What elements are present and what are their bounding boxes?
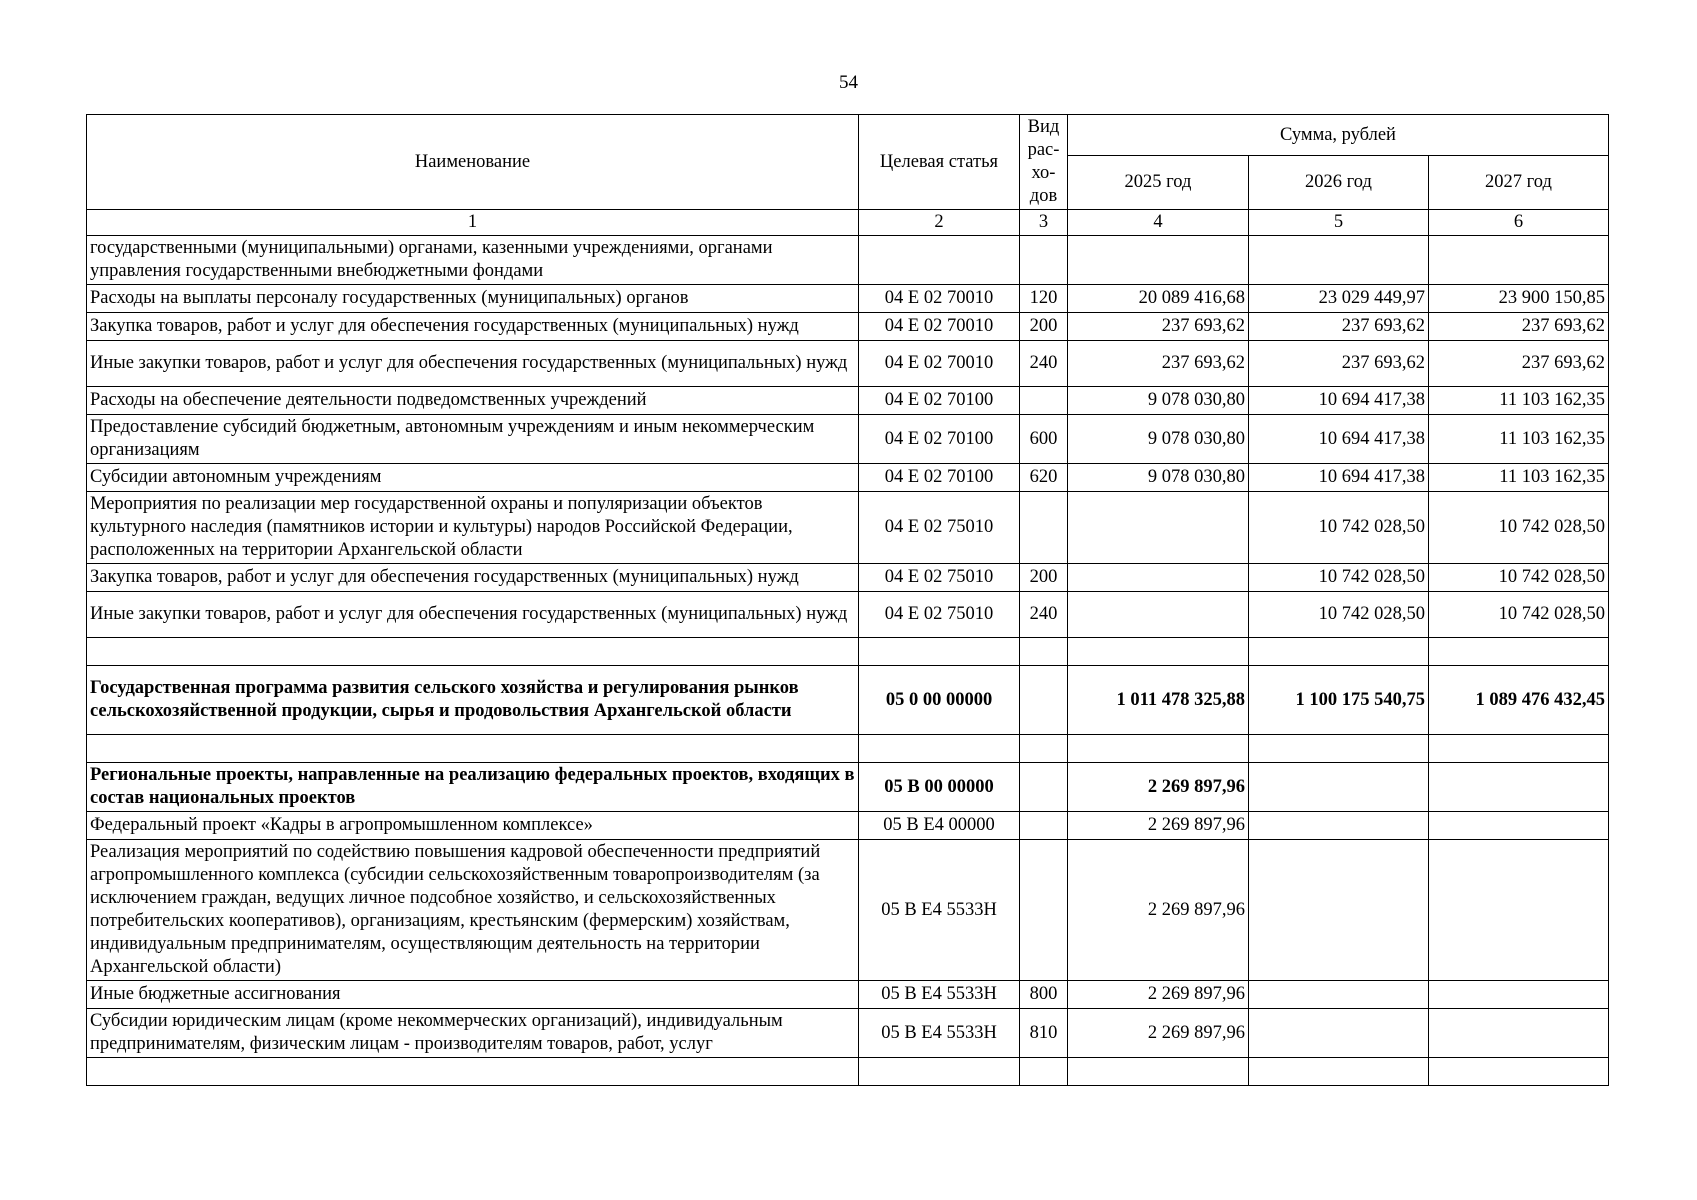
header-year-2027: 2027 год bbox=[1429, 156, 1609, 210]
row-amount-2027-cell bbox=[1429, 840, 1609, 981]
row-name-cell: Иные бюджетные ассигнования bbox=[87, 981, 859, 1009]
row-amount-2026-cell bbox=[1249, 1058, 1429, 1086]
row-name-cell: Иные закупки товаров, работ и услуг для обеспечения государственных (муниципальных) нужд bbox=[87, 341, 859, 387]
header-sum: Сумма, рублей bbox=[1068, 115, 1609, 156]
row-amount-2027-cell: 23 900 150,85 bbox=[1429, 285, 1609, 313]
table-row bbox=[87, 1058, 1609, 1086]
row-name-cell: Субсидии автономным учреждениям bbox=[87, 464, 859, 492]
row-amount-2027-cell: 1 089 476 432,45 bbox=[1429, 666, 1609, 735]
row-amount-2026-cell: 237 693,62 bbox=[1249, 341, 1429, 387]
row-vid-cell bbox=[1020, 666, 1068, 735]
table-row bbox=[87, 564, 1609, 592]
table-row bbox=[87, 492, 1609, 564]
header-target: Целевая статья bbox=[859, 115, 1020, 210]
row-amount-2027-cell bbox=[1429, 812, 1609, 840]
row-name-cell: Предоставление субсидий бюджетным, автономным учреждениям и иным некоммерческим организациям bbox=[87, 415, 859, 464]
row-amount-2025-cell: 9 078 030,80 bbox=[1068, 464, 1249, 492]
row-amount-2026-cell bbox=[1249, 763, 1429, 812]
table-row bbox=[87, 812, 1609, 840]
column-number: 1 bbox=[87, 210, 859, 236]
table-row bbox=[87, 1009, 1609, 1058]
row-code-cell: 04 Е 02 75010 bbox=[859, 564, 1020, 592]
row-vid-cell bbox=[1020, 763, 1068, 812]
row-amount-2025-cell: 2 269 897,96 bbox=[1068, 840, 1249, 981]
row-amount-2025-cell: 20 089 416,68 bbox=[1068, 285, 1249, 313]
row-amount-2026-cell: 10 742 028,50 bbox=[1249, 592, 1429, 638]
row-name-cell: Расходы на обеспечение деятельности подведомственных учреждений bbox=[87, 387, 859, 415]
row-vid-cell: 800 bbox=[1020, 981, 1068, 1009]
row-code-cell: 05 В Е4 5533Н bbox=[859, 981, 1020, 1009]
row-name-cell: Закупка товаров, работ и услуг для обеспечения государственных (муниципальных) нужд bbox=[87, 313, 859, 341]
table-row bbox=[87, 638, 1609, 666]
table-row bbox=[87, 464, 1609, 492]
row-vid-cell: 240 bbox=[1020, 592, 1068, 638]
row-name-cell: Субсидии юридическим лицам (кроме некоммерческих организаций), индивидуальным предпринимателям, физическим лицам - производителям товаров, работ, услуг bbox=[87, 1009, 859, 1058]
row-name-cell: государственными (муниципальными) органами, казенными учреждениями, органами управления государственными внебюджетными фондами bbox=[87, 236, 859, 285]
row-amount-2027-cell bbox=[1429, 763, 1609, 812]
row-code-cell: 05 В Е4 00000 bbox=[859, 812, 1020, 840]
row-code-cell: 04 Е 02 70010 bbox=[859, 285, 1020, 313]
row-code-cell: 04 Е 02 70010 bbox=[859, 313, 1020, 341]
row-amount-2026-cell: 10 742 028,50 bbox=[1249, 492, 1429, 564]
row-amount-2025-cell: 2 269 897,96 bbox=[1068, 763, 1249, 812]
row-amount-2025-cell bbox=[1068, 1058, 1249, 1086]
table-row bbox=[87, 592, 1609, 638]
row-amount-2027-cell bbox=[1429, 981, 1609, 1009]
row-amount-2025-cell bbox=[1068, 592, 1249, 638]
row-amount-2025-cell: 2 269 897,96 bbox=[1068, 812, 1249, 840]
row-name-cell: Федеральный проект «Кадры в агропромышленном комплексе» bbox=[87, 812, 859, 840]
row-amount-2025-cell: 9 078 030,80 bbox=[1068, 387, 1249, 415]
table-row bbox=[87, 840, 1609, 981]
row-vid-cell: 200 bbox=[1020, 564, 1068, 592]
row-amount-2026-cell bbox=[1249, 236, 1429, 285]
budget-table bbox=[86, 114, 1609, 1086]
row-amount-2025-cell: 237 693,62 bbox=[1068, 341, 1249, 387]
row-amount-2025-cell bbox=[1068, 564, 1249, 592]
row-amount-2027-cell: 237 693,62 bbox=[1429, 341, 1609, 387]
row-name-cell bbox=[87, 1058, 859, 1086]
table-row bbox=[87, 415, 1609, 464]
row-amount-2025-cell bbox=[1068, 492, 1249, 564]
row-code-cell: 04 Е 02 70100 bbox=[859, 464, 1020, 492]
row-amount-2025-cell: 2 269 897,96 bbox=[1068, 1009, 1249, 1058]
header-year-2025: 2025 год bbox=[1068, 156, 1249, 210]
row-amount-2026-cell: 10 694 417,38 bbox=[1249, 415, 1429, 464]
table-row bbox=[87, 666, 1609, 735]
column-number: 6 bbox=[1429, 210, 1609, 236]
row-code-cell bbox=[859, 735, 1020, 763]
row-code-cell: 04 Е 02 70010 bbox=[859, 341, 1020, 387]
row-name-cell: Иные закупки товаров, работ и услуг для обеспечения государственных (муниципальных) нужд bbox=[87, 592, 859, 638]
table-body bbox=[87, 236, 1609, 1086]
row-code-cell bbox=[859, 236, 1020, 285]
page-number: 54 bbox=[839, 72, 858, 93]
row-code-cell: 05 В Е4 5533Н bbox=[859, 840, 1020, 981]
row-name-cell: Закупка товаров, работ и услуг для обеспечения государственных (муниципальных) нужд bbox=[87, 564, 859, 592]
row-code-cell bbox=[859, 638, 1020, 666]
row-name-cell: Реализация мероприятий по содействию повышения кадровой обеспеченности предприятий агропромышленного комплекса (субсидии сельскохозяйственным товаропроизводителям (за исключением граждан, ведущих личное подсобное хозяйство, и сельскохозяйственных потребительских кооперативов), организациям, крестьянским (фермерским) хозяйствам, индивидуальным предпринимателям, осуществляющим деятельность на территории Архангельской области) bbox=[87, 840, 859, 981]
row-amount-2025-cell bbox=[1068, 236, 1249, 285]
row-amount-2027-cell: 11 103 162,35 bbox=[1429, 415, 1609, 464]
table-header bbox=[87, 115, 1609, 236]
row-code-cell: 05 0 00 00000 bbox=[859, 666, 1020, 735]
row-amount-2027-cell: 10 742 028,50 bbox=[1429, 492, 1609, 564]
table-row bbox=[87, 763, 1609, 812]
row-amount-2027-cell: 237 693,62 bbox=[1429, 313, 1609, 341]
row-code-cell: 04 Е 02 75010 bbox=[859, 492, 1020, 564]
row-vid-cell bbox=[1020, 735, 1068, 763]
row-vid-cell: 240 bbox=[1020, 341, 1068, 387]
table-row bbox=[87, 285, 1609, 313]
row-code-cell: 04 Е 02 70100 bbox=[859, 415, 1020, 464]
row-code-cell: 04 Е 02 75010 bbox=[859, 592, 1020, 638]
column-number: 4 bbox=[1068, 210, 1249, 236]
row-vid-cell bbox=[1020, 1058, 1068, 1086]
row-vid-cell: 600 bbox=[1020, 415, 1068, 464]
column-number-row bbox=[87, 210, 1609, 236]
row-name-cell: Расходы на выплаты персоналу государственных (муниципальных) органов bbox=[87, 285, 859, 313]
row-amount-2026-cell bbox=[1249, 1009, 1429, 1058]
row-amount-2025-cell: 2 269 897,96 bbox=[1068, 981, 1249, 1009]
row-vid-cell bbox=[1020, 812, 1068, 840]
row-code-cell: 05 В Е4 5533Н bbox=[859, 1009, 1020, 1058]
row-amount-2026-cell bbox=[1249, 812, 1429, 840]
table-row bbox=[87, 236, 1609, 285]
row-vid-cell bbox=[1020, 492, 1068, 564]
row-amount-2025-cell bbox=[1068, 638, 1249, 666]
row-amount-2026-cell bbox=[1249, 638, 1429, 666]
row-amount-2025-cell bbox=[1068, 735, 1249, 763]
row-vid-cell: 810 bbox=[1020, 1009, 1068, 1058]
row-amount-2026-cell: 23 029 449,97 bbox=[1249, 285, 1429, 313]
row-name-cell: Государственная программа развития сельского хозяйства и регулирования рынков сельскохозяйственной продукции, сырья и продовольствия Архангельской области bbox=[87, 666, 859, 735]
row-vid-cell bbox=[1020, 236, 1068, 285]
row-amount-2026-cell: 237 693,62 bbox=[1249, 313, 1429, 341]
row-amount-2026-cell bbox=[1249, 840, 1429, 981]
row-amount-2026-cell: 10 742 028,50 bbox=[1249, 564, 1429, 592]
column-number: 3 bbox=[1020, 210, 1068, 236]
row-amount-2025-cell: 237 693,62 bbox=[1068, 313, 1249, 341]
header-vid: Вид рас-хо-дов bbox=[1020, 115, 1068, 210]
row-amount-2026-cell bbox=[1249, 735, 1429, 763]
header-name: Наименование bbox=[87, 115, 859, 210]
row-amount-2027-cell bbox=[1429, 236, 1609, 285]
row-amount-2027-cell bbox=[1429, 1009, 1609, 1058]
row-amount-2025-cell: 1 011 478 325,88 bbox=[1068, 666, 1249, 735]
table-row bbox=[87, 313, 1609, 341]
column-number: 2 bbox=[859, 210, 1020, 236]
row-amount-2027-cell bbox=[1429, 735, 1609, 763]
row-vid-cell: 620 bbox=[1020, 464, 1068, 492]
row-amount-2027-cell bbox=[1429, 1058, 1609, 1086]
row-amount-2025-cell: 9 078 030,80 bbox=[1068, 415, 1249, 464]
row-amount-2026-cell: 10 694 417,38 bbox=[1249, 464, 1429, 492]
row-amount-2026-cell bbox=[1249, 981, 1429, 1009]
row-vid-cell: 200 bbox=[1020, 313, 1068, 341]
table-row bbox=[87, 387, 1609, 415]
row-amount-2027-cell: 11 103 162,35 bbox=[1429, 464, 1609, 492]
row-amount-2027-cell: 10 742 028,50 bbox=[1429, 592, 1609, 638]
table-row bbox=[87, 981, 1609, 1009]
row-vid-cell: 120 bbox=[1020, 285, 1068, 313]
row-vid-cell bbox=[1020, 387, 1068, 415]
header-year-2026: 2026 год bbox=[1249, 156, 1429, 210]
row-vid-cell bbox=[1020, 840, 1068, 981]
row-name-cell: Мероприятия по реализации мер государственной охраны и популяризации объектов культурного наследия (памятников истории и культуры) народов Российской Федерации, расположенных на территории Архангельской области bbox=[87, 492, 859, 564]
row-code-cell: 04 Е 02 70100 bbox=[859, 387, 1020, 415]
row-name-cell bbox=[87, 638, 859, 666]
row-amount-2026-cell: 1 100 175 540,75 bbox=[1249, 666, 1429, 735]
table-row bbox=[87, 735, 1609, 763]
table-row bbox=[87, 341, 1609, 387]
row-vid-cell bbox=[1020, 638, 1068, 666]
row-name-cell bbox=[87, 735, 859, 763]
row-amount-2026-cell: 10 694 417,38 bbox=[1249, 387, 1429, 415]
row-amount-2027-cell bbox=[1429, 638, 1609, 666]
row-name-cell: Региональные проекты, направленные на реализацию федеральных проектов, входящих в состав национальных проектов bbox=[87, 763, 859, 812]
row-amount-2027-cell: 11 103 162,35 bbox=[1429, 387, 1609, 415]
row-code-cell bbox=[859, 1058, 1020, 1086]
row-amount-2027-cell: 10 742 028,50 bbox=[1429, 564, 1609, 592]
row-code-cell: 05 В 00 00000 bbox=[859, 763, 1020, 812]
column-number: 5 bbox=[1249, 210, 1429, 236]
